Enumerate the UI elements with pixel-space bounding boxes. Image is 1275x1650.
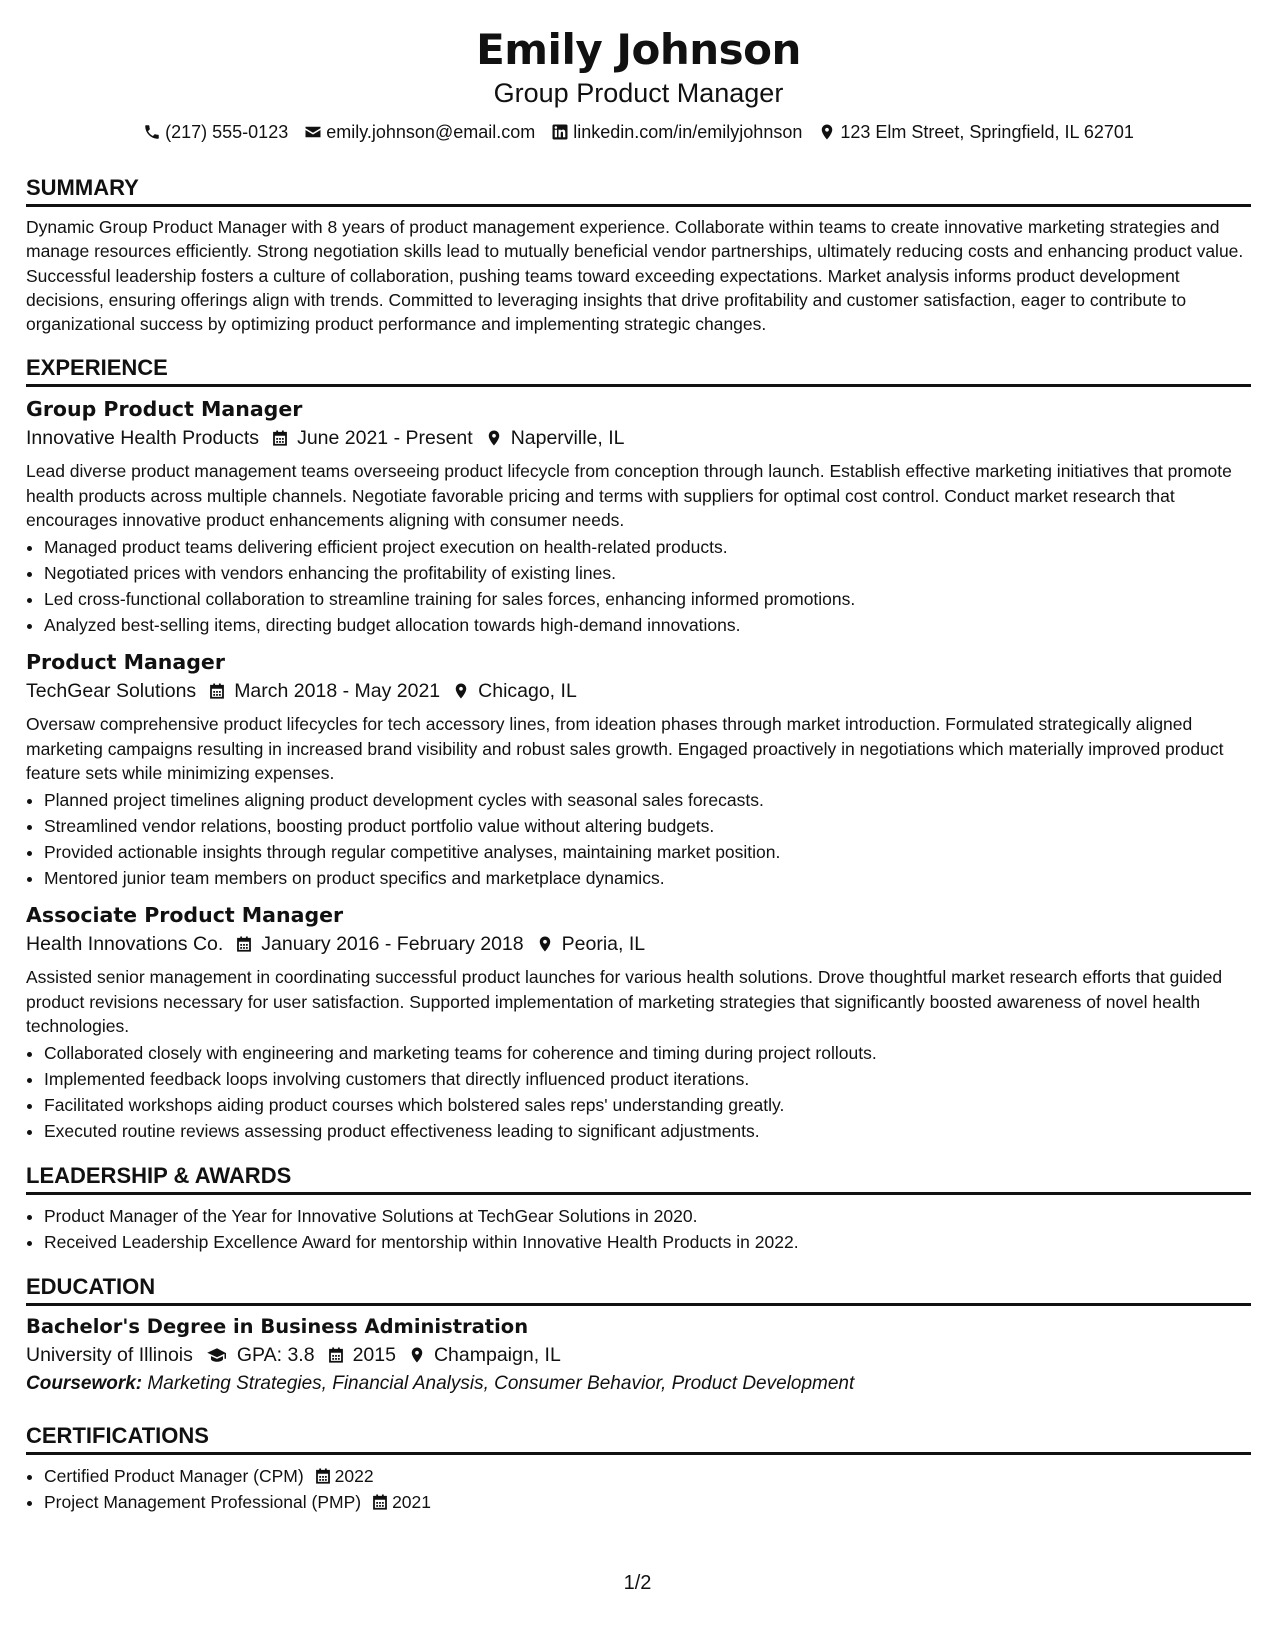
linkedin-icon xyxy=(551,123,569,141)
job-location xyxy=(452,676,577,706)
job-dates xyxy=(271,423,473,453)
page-number: 1/2 xyxy=(623,1572,652,1594)
company-name: Innovative Health Products xyxy=(26,427,260,450)
degree-title: Bachelor's Degree in Business Administration xyxy=(26,1315,529,1339)
job-description: Oversaw comprehensive product lifecycles for tech accessory lines, from ideation phases through market introduction. Formulated strategically aligned marketing campaigns resulting in increased brand visibility and robust sales growth. Engaged proactively in negotiations which materially improved product feature sets while minimizing expenses. xyxy=(26,714,1224,783)
year-text: 2015 xyxy=(352,1344,396,1367)
list-item: • Collaborated closely with engineering and marketing teams for coherence and timing during project rollouts. xyxy=(44,1040,1251,1066)
linkedin-text[interactable]: linkedin.com/in/emilyjohnson xyxy=(573,122,803,142)
map-pin-icon xyxy=(485,429,503,447)
coursework-list: Marketing Strategies, Financial Analysis, Consumer Behavior, Product Development xyxy=(147,1373,855,1395)
summary-text: Dynamic Group Product Manager with 8 years of product management experience. Collaborate within teams to create innovative marketing strategies and manage resources efficiently. Strong negotiation skills lead to mutually beneficial vendor partnerships, ultimately reducing costs and enhancing product value. Successful leadership fosters a culture of collaboration, pushing teams toward exceeding expectations. Market analysis informs product development decisions, ensuring offerings align with trends. Committed to leveraging insights that drive profitability and customer satisfaction, eager to contribute to organizational success by optimizing product performance and implementing strategic changes. xyxy=(26,217,1244,335)
list-item: • Executed routine reviews assessing product effectiveness leading to significant adjustments. xyxy=(44,1118,1251,1144)
map-pin-icon xyxy=(818,123,836,141)
job-bullets xyxy=(26,787,1251,891)
certifications-list xyxy=(26,1463,1251,1515)
job-entry xyxy=(26,648,1251,891)
experience-heading: EXPERIENCE xyxy=(26,354,1251,387)
education-year xyxy=(327,1340,396,1370)
education-location xyxy=(408,1340,561,1370)
certification-name: • Certified Product Manager (CPM) xyxy=(44,1466,304,1487)
leadership-section xyxy=(26,1162,1251,1255)
dates-text: March 2018 - May 2021 xyxy=(234,680,441,703)
certification-year: 2021 xyxy=(392,1492,432,1513)
job-dates xyxy=(235,929,523,959)
calendar-icon xyxy=(314,1467,332,1485)
job-title: Associate Product Manager xyxy=(26,903,344,928)
list-item: • Streamlined vendor relations, boosting product portfolio value without altering budgets. xyxy=(44,813,1251,839)
certification-year: 2022 xyxy=(334,1466,374,1487)
job-entry xyxy=(26,395,1251,638)
job-description: Assisted senior management in coordinating successful product launches for various health solutions. Drove thoughtful market research efforts that guided product revisions necessary for user satisfaction. Supported implementation of marketing strategies that significantly boosted awareness of novel health technologies. xyxy=(26,967,1223,1036)
list-item: • Led cross-functional collaboration to streamline training for sales forces, enhancing informed promotions. xyxy=(44,586,1251,612)
phone-text: (217) 555-0123 xyxy=(165,122,289,142)
list-item: • Mentored junior team members on product specifics and marketplace dynamics. xyxy=(44,865,1251,891)
job-description: Lead diverse product management teams overseeing product lifecycle from conception through launch. Establish effective marketing initiatives that promote health products across multiple channels. Negotiate favorable pricing and terms with suppliers for optimal cost control. Conduct market research that encourages innovative product enhancements aligning with consumer needs. xyxy=(26,461,1232,531)
experience-section xyxy=(26,354,1251,1144)
job-title: Product Manager xyxy=(26,650,225,675)
list-item: • Planned project timelines aligning product development cycles with seasonal sales forecasts. xyxy=(44,787,1251,813)
certification-item xyxy=(44,1489,1251,1515)
gpa-text: GPA: 3.8 xyxy=(236,1344,315,1367)
list-item: • Analyzed best-selling items, directing budget allocation towards high-demand innovations. xyxy=(44,612,1251,638)
job-bullets xyxy=(26,534,1251,638)
contact-email[interactable] xyxy=(304,120,535,144)
contact-phone xyxy=(143,120,288,144)
envelope-icon xyxy=(304,123,322,141)
map-pin-icon xyxy=(452,682,470,700)
school-name: University of Illinois xyxy=(26,1344,193,1367)
job-title: Group Product Manager xyxy=(26,397,303,422)
list-item: • Facilitated workshops aiding product courses which bolstered sales reps' understanding greatly. xyxy=(44,1092,1251,1118)
dates-text: June 2021 - Present xyxy=(297,427,473,450)
resume-header xyxy=(26,24,1251,144)
job-entry xyxy=(26,901,1251,1144)
candidate-name: Emily Johnson xyxy=(476,25,801,74)
certification-name: • Project Management Professional (PMP) xyxy=(44,1492,362,1513)
job-dates xyxy=(208,676,440,706)
list-item: • Managed product teams delivering efficient project execution on health-related products. xyxy=(44,534,1251,560)
email-text[interactable]: emily.johnson@email.com xyxy=(326,122,536,142)
graduation-cap-icon xyxy=(205,1346,229,1364)
certification-date xyxy=(314,1463,374,1489)
job-list xyxy=(26,395,1251,1144)
leadership-list xyxy=(26,1203,1251,1255)
calendar-icon xyxy=(371,1493,389,1511)
coursework xyxy=(26,1370,1251,1398)
contact-linkedin[interactable] xyxy=(551,120,802,144)
certifications-heading: CERTIFICATIONS xyxy=(26,1422,1251,1455)
certification-line xyxy=(44,1489,1251,1515)
phone-icon xyxy=(143,123,161,141)
calendar-icon xyxy=(327,1346,345,1364)
address-text: 123 Elm Street, Springfield, IL 62701 xyxy=(840,122,1134,142)
list-item: • Negotiated prices with vendors enhancing the profitability of existing lines. xyxy=(44,560,1251,586)
job-location xyxy=(485,423,625,453)
contact-bar xyxy=(26,120,1251,144)
map-pin-icon xyxy=(536,935,554,953)
job-location xyxy=(536,929,645,959)
certification-item xyxy=(44,1463,1251,1489)
education-section xyxy=(26,1273,1251,1398)
company-name: TechGear Solutions xyxy=(26,680,197,703)
certifications-section xyxy=(26,1422,1251,1515)
location-text: Naperville, IL xyxy=(510,427,625,450)
coursework-label: Coursework: xyxy=(26,1373,143,1395)
job-meta xyxy=(26,676,1251,706)
certification-date xyxy=(371,1489,431,1515)
summary-section xyxy=(26,174,1251,336)
dates-text: January 2016 - February 2018 xyxy=(261,933,524,956)
calendar-icon xyxy=(271,429,289,447)
list-item: • Received Leadership Excellence Award for mentorship within Innovative Health Products in 2022. xyxy=(44,1229,1251,1255)
list-item: • Product Manager of the Year for Innovative Solutions at TechGear Solutions in 2020. xyxy=(44,1203,1251,1229)
contact-address xyxy=(818,120,1134,144)
list-item: • Implemented feedback loops involving customers that directly influenced product iterations. xyxy=(44,1066,1251,1092)
resume-page xyxy=(26,0,1251,1650)
map-pin-icon xyxy=(408,1346,426,1364)
location-text: Chicago, IL xyxy=(478,680,577,703)
calendar-icon xyxy=(208,682,226,700)
certification-line xyxy=(44,1463,1251,1489)
company-name: Health Innovations Co. xyxy=(26,933,224,956)
job-meta xyxy=(26,929,1251,959)
education-heading: EDUCATION xyxy=(26,1273,1251,1306)
education-gpa xyxy=(205,1340,315,1370)
location-text: Peoria, IL xyxy=(561,933,646,956)
leadership-heading: LEADERSHIP & AWARDS xyxy=(26,1162,1251,1195)
location-text: Champaign, IL xyxy=(433,1344,561,1367)
summary-heading: SUMMARY xyxy=(26,174,1251,207)
calendar-icon xyxy=(235,935,253,953)
job-meta xyxy=(26,423,1251,453)
candidate-title: Group Product Manager xyxy=(493,78,784,108)
list-item: • Provided actionable insights through regular competitive analyses, maintaining market position. xyxy=(44,839,1251,865)
education-meta xyxy=(26,1340,1251,1370)
job-bullets xyxy=(26,1040,1251,1144)
